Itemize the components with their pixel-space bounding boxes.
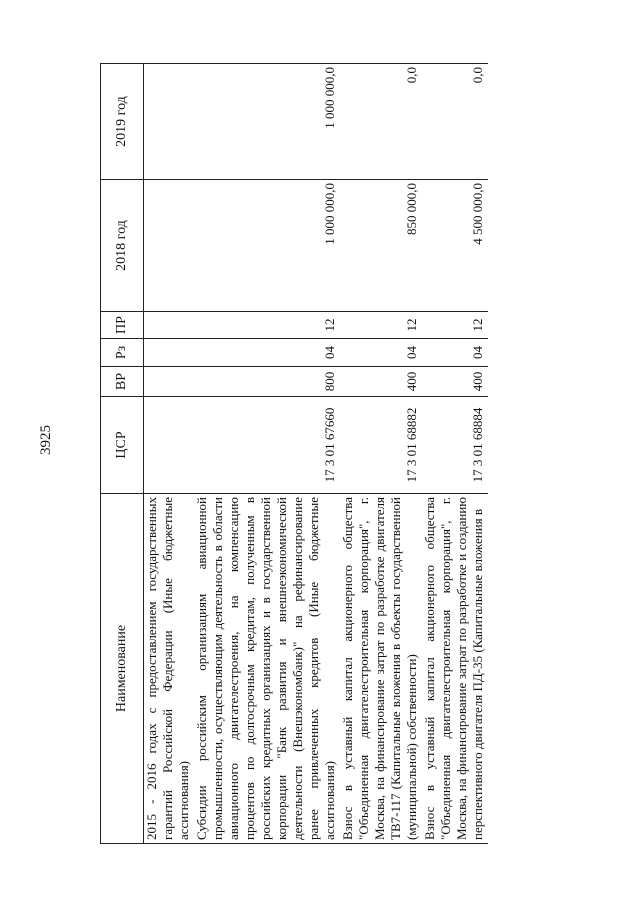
row-2019: 1 000 000,0	[194, 64, 340, 180]
row-2019	[144, 64, 195, 180]
row-rz: 04	[422, 339, 488, 367]
row-2018: 4 500 000,0	[422, 180, 488, 312]
row-pr	[144, 312, 195, 339]
row-2019: 0,0	[340, 64, 422, 180]
row-pr: 12	[422, 312, 488, 339]
rotated-page-content	[100, 64, 550, 844]
row-pr: 12	[194, 312, 340, 339]
row-vr: 400	[340, 367, 422, 397]
row-2018: 850 000,0	[340, 180, 422, 312]
row-csr: 17 3 01 68884	[422, 397, 488, 494]
table-row	[194, 64, 340, 844]
row-2018	[144, 180, 195, 312]
row-name: Взнос в уставный капитал акционерного общества "Объединенная двигателестроительная корпорация", г. Москва, на финансирование затрат по разработке двигателя ТВ7-117 (Капитальные вложения в объекты государственной (муниципальной) собственности)	[340, 494, 422, 844]
row-rz: 04	[340, 339, 422, 367]
row-rz: 04	[194, 339, 340, 367]
row-csr: 17 3 01 68882	[340, 397, 422, 494]
row-vr	[144, 367, 195, 397]
row-pr: 12	[340, 312, 422, 339]
header-pr: ПР	[101, 312, 144, 339]
row-name: 2015 - 2016 годах с предоставлением государственных гарантий Российской Федерации (Иные бюджетные ассигнования)	[144, 494, 195, 844]
budget-table	[100, 63, 488, 844]
table-header-row	[101, 64, 144, 844]
header-rz: Рз	[101, 339, 144, 367]
row-name: Взнос в уставный капитал акционерного общества "Объединенная двигателестроительная корпорация", г. Москва, на финансирование затрат по разработке и созданию перспективного двигателя ПД-35 (Капитальные вложения в	[422, 494, 488, 844]
table-row	[422, 64, 488, 844]
row-csr: 17 3 01 67660	[194, 397, 340, 494]
header-2019: 2019 год	[101, 64, 144, 180]
row-name: Субсидии российским организациям авиационной промышленности, осуществляющим деятельность в области авиационного двигателестроения, на компенсацию процентов по долгосрочным кредитам, полученным в российских кредитных организациях и в государственной корпорации "Банк развития и внешнеэкономической деятельности (Внешэкономбанк)" на рефинансирование ранее привлеченных кредитов (Иные бюджетные ассигнования)	[194, 494, 340, 844]
row-csr	[144, 397, 195, 494]
row-rz	[144, 339, 195, 367]
header-name: Наименование	[101, 494, 144, 844]
row-2019: 0,0	[422, 64, 488, 180]
table-row	[340, 64, 422, 844]
table-row	[144, 64, 195, 844]
page-number: 3925	[38, 425, 54, 455]
header-2018: 2018 год	[101, 180, 144, 312]
row-vr: 400	[422, 367, 488, 397]
header-csr: ЦСР	[101, 397, 144, 494]
row-2018: 1 000 000,0	[194, 180, 340, 312]
header-vr: ВР	[101, 367, 144, 397]
row-vr: 800	[194, 367, 340, 397]
